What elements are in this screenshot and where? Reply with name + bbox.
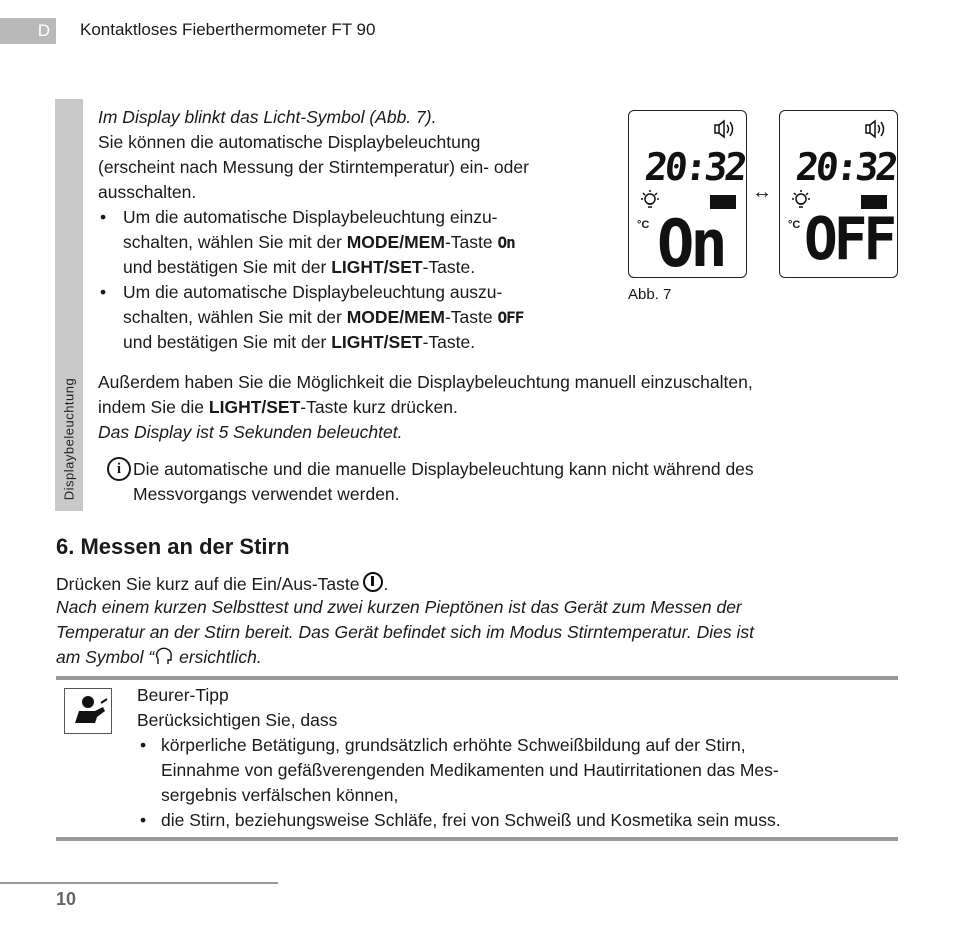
sidebar-label: Displaybeleuchtung [61,377,77,501]
bullet2-line3: und bestätigen Sie mit der LIGHT/SET-Taste. [123,332,476,352]
light-set-key: LIGHT/SET [331,332,423,352]
head-icon [154,647,174,667]
section-heading: 6. Messen an der Stirn [56,534,290,559]
manual-italic: Das Display ist 5 Sekunden beleuchtet. [98,422,403,442]
tip-b1-line1: körperliche Betätigung, grundsätzlich erhöhte Schweißbildung auf der Stirn, [161,735,746,755]
tip-bullet-dot-1: • [140,735,147,755]
lcd-display-on [628,110,747,282]
tip-title: Beurer-Tipp [137,685,229,705]
lcd-value: OFF [804,205,894,274]
tip-rule-bottom [56,837,898,841]
language-tab [0,18,56,44]
document-title: Kontaktloses Fieberthermometer FT 90 [80,20,376,39]
tip-b2: die Stirn, beziehungsweise Schläfe, frei von Schweiß und Kosmetika sein muss. [161,810,781,830]
bullet2-line2: schalten, wählen Sie mit der MODE/MEM-Taste OFF [123,307,524,327]
speaker-icon [714,119,736,139]
manual-line-1: Außerdem haben Sie die Möglichkeit die Displaybeleuchtung manuell einzuschalten, [98,372,753,392]
power-icon [363,572,383,592]
section6-line1: Drücken Sie kurz auf die Ein/Aus-Taste . [56,574,389,594]
tip-intro: Berücksichtigen Sie, dass [137,710,338,730]
bullet2-line1: Um die automatische Displaybeleuchtung auszu- [123,282,503,302]
lcd-time: 20:32 [793,145,898,189]
segment-on-symbol: On [497,233,515,252]
light-set-key: LIGHT/SET [331,257,423,277]
section-sidebar [55,99,83,511]
intro-line-3: ausschalten. [98,182,197,202]
intro-italic: Im Display blinkt das Licht-Symbol (Abb. 7). [98,107,437,127]
bullet1-line1: Um die automatische Displaybeleuchtung einzu- [123,207,498,227]
tip-b1-line2: Einnahme von gefäßverengenden Medikamenten und Hautirritationen das Mes- [161,760,779,780]
lcd-display-off [779,110,898,278]
section6-italic-1: Nach einem kurzen Selbsttest und zwei kurzen Pieptönen ist das Gerät zum Messen der [56,597,742,617]
tip-b1-line3: sergebnis verfälschen können, [161,785,399,805]
figure-caption: Abb. 7 [628,286,672,303]
lcd-value: On [657,205,724,282]
speaker-icon [865,119,887,139]
language-letter: D [37,21,50,40]
tip-rule-top [56,676,898,680]
bullet1-line3: und bestätigen Sie mit der LIGHT/SET-Taste. [123,257,476,277]
section6-italic-2: Temperatur an der Stirn bereit. Das Gerät befindet sich im Modus Stirntemperatur. Dies ist [56,622,755,642]
bullet-dot-1: • [100,207,107,227]
tip-icon [64,688,112,734]
manual-line-2: indem Sie die LIGHT/SET-Taste kurz drücken. [98,397,458,417]
info-icon: i [107,457,131,481]
lcd-unit: °C [637,219,650,231]
bullet-dot-2: • [100,282,107,302]
light-set-key: LIGHT/SET [208,397,301,417]
page-number: 10 [56,889,77,909]
intro-line-2: (erscheint nach Messung der Stirntemperatur) ein- oder [98,157,529,177]
mode-mem-key: MODE/MEM [346,307,445,327]
lcd-time: 20:32 [642,145,747,189]
bullet1-line2: schalten, wählen Sie mit der MODE/MEM-Taste On [123,232,515,252]
lcd-unit: °C [788,219,801,231]
mode-mem-key: MODE/MEM [346,232,445,252]
footer-rule [0,882,278,884]
segment-off-symbol: OFF [497,308,524,327]
note-line-1: Die automatische und die manuelle Displaybeleuchtung kann nicht während des [133,459,754,479]
double-arrow-icon: ↔ [752,181,772,203]
tip-bullet-dot-2: • [140,810,147,830]
note-line-2: Messvorgangs verwendet werden. [133,484,400,504]
section6-italic-3: am Symbol “ ersichtlich. [56,647,262,667]
intro-line-1: Sie können die automatische Displaybeleuchtung [98,132,481,152]
